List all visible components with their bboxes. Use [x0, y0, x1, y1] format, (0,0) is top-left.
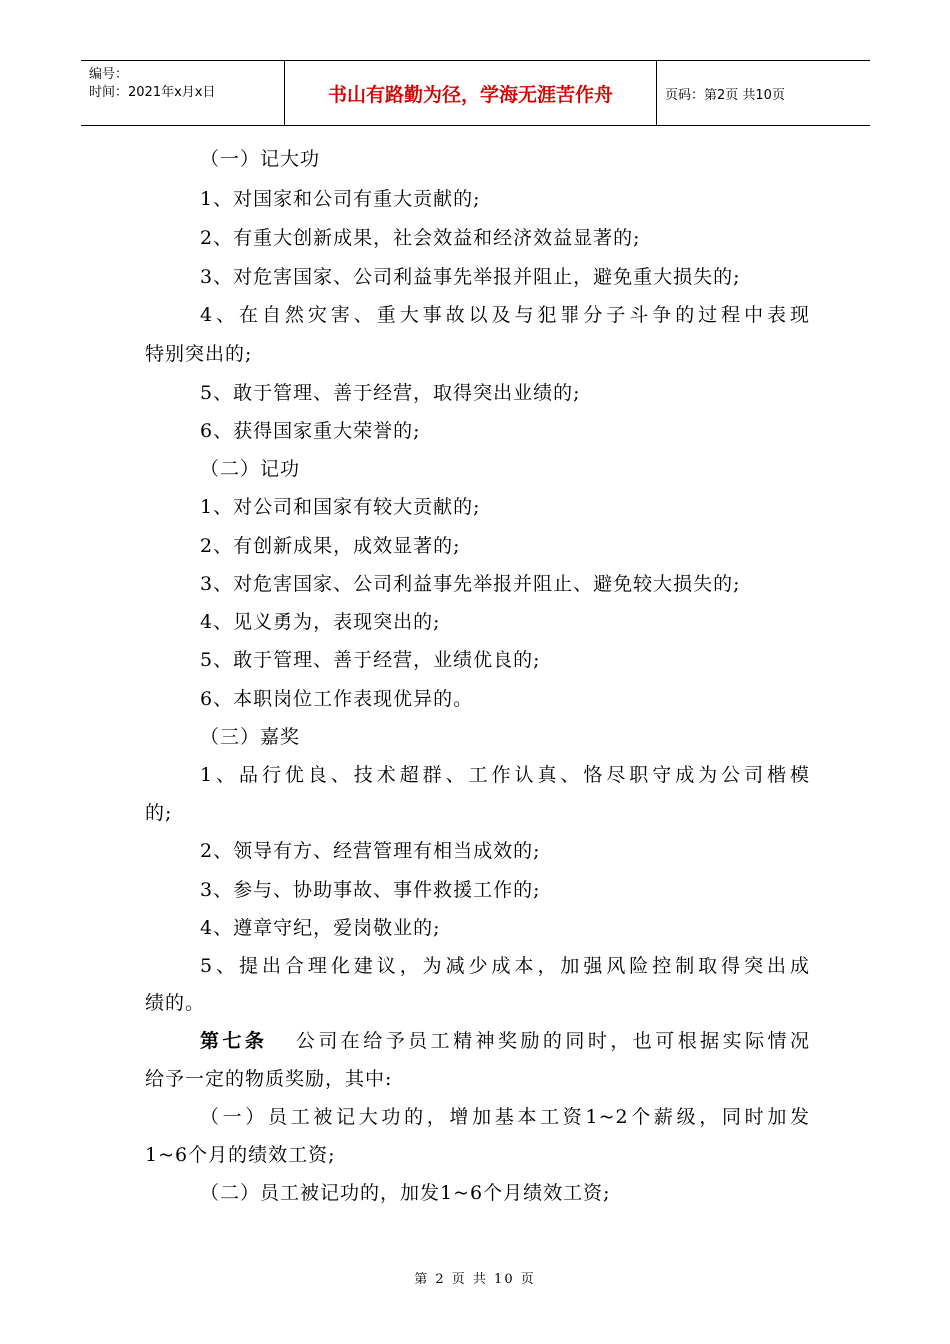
section-heading: （二）记功	[200, 458, 301, 480]
list-item-continuation: 特别突出的;	[145, 343, 253, 365]
list-item: 6、本职岗位工作表现优异的。	[200, 688, 474, 710]
list-item: 2、领导有方、经营管理有相当成效的;	[200, 840, 541, 862]
article-text: 公司在给予员工精神奖励的同时，也可根据实际情况	[295, 1030, 810, 1052]
doc-date: 时间：2021年x月x日	[89, 85, 216, 100]
list-item-continuation: 的;	[145, 802, 173, 824]
article-number: 第七条	[200, 1030, 268, 1052]
list-item: 3、参与、协助事故、事件救援工作的;	[200, 879, 541, 901]
list-item: 3、对危害国家、公司利益事先举报并阻止，避免重大损失的;	[200, 266, 741, 288]
list-item: 5、敢于管理、善于经营，业绩优良的;	[200, 649, 541, 671]
article-paragraph-continuation: 给予一定的物质奖励，其中:	[145, 1068, 393, 1090]
header-motto: 书山有路勤为径，学海无涯苦作舟	[284, 61, 657, 125]
list-item: 1、对公司和国家有较大贡献的;	[200, 496, 481, 518]
list-item: 1、对国家和公司有重大贡献的;	[200, 188, 481, 210]
doc-number-label: 编号：	[89, 67, 129, 82]
list-item-continuation: 1~6个月的绩效工资;	[145, 1144, 336, 1166]
section-heading: （一）记大功	[200, 148, 321, 170]
list-item: 4、在自然灾害、重大事故以及与犯罪分子斗争的过程中表现	[200, 304, 810, 326]
page-header	[81, 60, 870, 126]
list-item: 4、见义勇为，表现突出的;	[200, 611, 441, 633]
list-item: 2、有创新成果，成效显著的;	[200, 535, 461, 557]
section-heading: （三）嘉奖	[200, 726, 301, 748]
list-item: 3、对危害国家、公司利益事先举报并阻止、避免较大损失的;	[200, 573, 741, 595]
list-item: （一）员工被记大功的，增加基本工资1~2个薪级，同时加发	[200, 1106, 810, 1128]
list-item: 5、敢于管理、善于经营，取得突出业绩的;	[200, 382, 581, 404]
list-item: 6、获得国家重大荣誉的;	[200, 420, 421, 442]
list-item: 5、提出合理化建议，为减少成本，加强风险控制取得突出成	[200, 955, 810, 977]
list-item: （二）员工被记功的，加发1~6个月绩效工资;	[200, 1182, 611, 1204]
list-item-continuation: 绩的。	[145, 992, 206, 1014]
list-item: 4、遵章守纪，爱岗敬业的;	[200, 917, 441, 939]
header-page-info: 页码：第2页 共10页	[665, 87, 785, 103]
header-meta	[81, 61, 284, 125]
page-footer: 第 2 页 共 10 页	[414, 1272, 536, 1287]
list-item: 2、有重大创新成果，社会效益和经济效益显著的;	[200, 227, 641, 249]
list-item: 1、品行优良、技术超群、工作认真、恪尽职守成为公司楷模	[200, 764, 810, 786]
article-paragraph	[145, 1028, 810, 1054]
